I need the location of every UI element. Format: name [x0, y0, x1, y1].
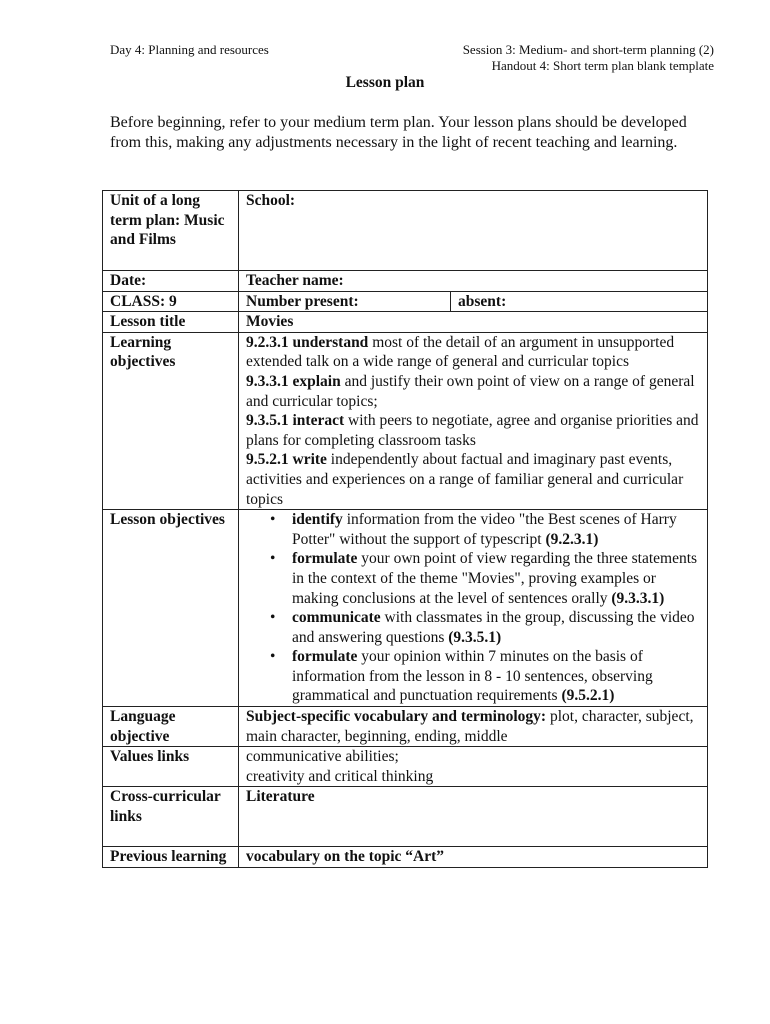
objective-text: with classmates in the group, discussing the video and answering questions — [292, 609, 695, 646]
learning-objective — [246, 411, 703, 450]
table-row — [103, 312, 708, 333]
objective-text: information from the video "the Best scenes of Harry Potter" without the support of typescript — [292, 511, 677, 548]
school-field: School: — [239, 191, 708, 271]
lesson-title-label: Lesson title — [103, 312, 239, 333]
objective-code: 9.2.3.1 understand — [246, 333, 369, 351]
page-title: Lesson plan — [345, 74, 425, 91]
language-objective-label: Language objective — [103, 707, 239, 747]
objective-ref: (9.5.2.1) — [561, 687, 615, 705]
values-link: creativity and critical thinking — [246, 767, 434, 785]
lesson-title-value: Movies — [239, 312, 708, 333]
language-objective-cell — [239, 707, 708, 747]
vocabulary-heading: Subject-specific vocabulary and terminology: — [246, 708, 547, 726]
learning-objective — [246, 333, 703, 372]
objective-verb: formulate — [292, 550, 358, 568]
table-row — [103, 191, 708, 271]
objective-verb: formulate — [292, 648, 358, 666]
learning-objective — [246, 450, 703, 509]
header-session: Session 3: Medium- and short-term planning (2) — [462, 42, 714, 57]
table-row — [103, 271, 708, 292]
table-row — [103, 510, 708, 707]
lesson-objectives-list — [246, 510, 703, 706]
class-field: CLASS: 9 — [103, 291, 239, 312]
list-item — [270, 549, 703, 608]
objective-code: 9.3.5.1 interact — [246, 412, 345, 430]
objective-text: and justify their own point of view on a range of general and curricular topics; — [246, 372, 695, 410]
bullet-icon: • — [270, 550, 276, 568]
objective-code: 9.3.3.1 explain — [246, 372, 341, 390]
objective-verb: communicate — [292, 609, 381, 627]
learning-objective — [246, 372, 703, 411]
bullet-icon: • — [270, 511, 276, 529]
objective-text: your own point of view regarding the three statements in the context of the theme "Movies", proving examples or making conclusions at the level of sentences orally — [292, 550, 698, 607]
list-item — [270, 647, 703, 706]
teacher-name-field: Teacher name: — [239, 271, 708, 292]
objective-text: your opinion within 7 minutes on the basis of information from the lesson in 8 - 10 sentences, observing grammatical and punctuation requirements — [292, 648, 653, 705]
objective-text: independently about factual and imaginary past events, activities and experiences on a range of familiar general and curricular topics — [246, 451, 684, 508]
bullet-icon: • — [270, 648, 276, 666]
objective-text: most of the detail of an argument in unsupported extended talk on a wide range of general and curricular topics — [246, 333, 675, 371]
intro-paragraph: Before beginning, refer to your medium term plan. Your lesson plans should be developed from this, making any adjustments necessary in the light of recent teaching and learning. — [110, 114, 687, 151]
values-link: communicative abilities; — [246, 748, 399, 766]
objective-verb: identify — [292, 511, 343, 529]
header-left: Day 4: Planning and resources — [110, 42, 269, 57]
header-handout: Handout 4: Short term plan blank template — [491, 58, 714, 73]
lesson-plan-table — [102, 190, 708, 868]
number-present-field: Number present: — [239, 291, 451, 312]
table-row — [103, 332, 708, 509]
list-item — [270, 510, 703, 549]
lesson-objectives-cell — [239, 510, 708, 707]
table-row — [103, 291, 708, 312]
objective-code: 9.5.2.1 write — [246, 451, 327, 469]
date-field: Date: — [103, 271, 239, 292]
objective-text: with peers to negotiate, agree and organise priorities and plans for completing classroom tasks — [246, 412, 699, 449]
lesson-objectives-label: Lesson objectives — [103, 510, 239, 707]
table-row — [103, 847, 708, 868]
previous-learning-value: vocabulary on the topic “Art” — [239, 847, 708, 868]
vocabulary-list: plot, character, subject, main character, beginning, ending, middle — [246, 708, 694, 745]
unit-label: Unit of a long term plan: Music and Films — [103, 191, 239, 271]
table-row — [103, 747, 708, 787]
objective-ref: (9.3.3.1) — [611, 589, 665, 607]
table-row — [103, 707, 708, 747]
values-links-cell — [239, 747, 708, 787]
table-row — [103, 787, 708, 847]
cross-curricular-value: Literature — [239, 787, 708, 847]
cross-curricular-label: Cross-curricular links — [103, 787, 239, 847]
objective-ref: (9.3.5.1) — [448, 628, 502, 646]
list-item — [270, 608, 703, 647]
learning-objectives-label: Learning objectives — [103, 332, 239, 509]
absent-field: absent: — [451, 291, 708, 312]
values-links-label: Values links — [103, 747, 239, 787]
header-right — [463, 42, 714, 74]
bullet-icon: • — [270, 609, 276, 627]
previous-learning-label: Previous learning — [103, 847, 239, 868]
objective-ref: (9.2.3.1) — [545, 530, 599, 548]
learning-objectives-cell — [239, 332, 708, 509]
